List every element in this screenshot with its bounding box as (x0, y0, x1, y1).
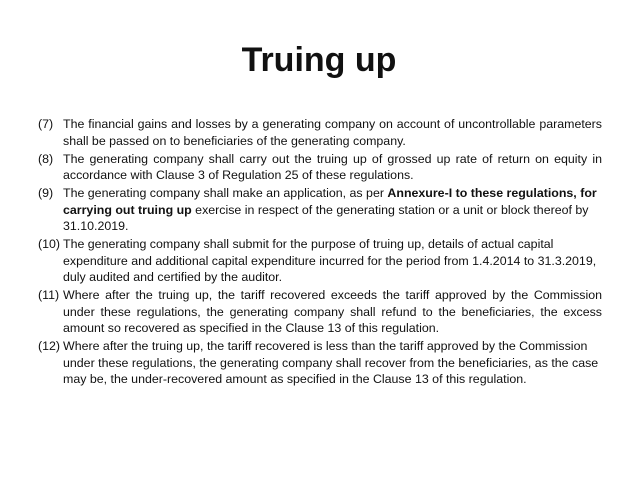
item-text: Where after the truing up, the tariff recovered is less than the tariff approved by the Commission under these regulations, the generating company shall recover from the beneficiaries, as the case may be, the under-recovered amount as specified in the Clause 13 of this regulation. (63, 339, 599, 386)
list-item-12 (38, 338, 602, 388)
annexure-emphasis: Annexure-I to these regulations, for carrying out truing up (63, 186, 597, 217)
slide-title: Truing up (241, 41, 397, 79)
item-number: (11) (38, 288, 60, 302)
list-item-11 (38, 287, 602, 337)
item-text-container (63, 185, 602, 235)
list-item-10 (38, 236, 602, 286)
item-number: (9) (38, 186, 54, 200)
list-item-8 (38, 151, 602, 184)
item-text: Where after the truing up, the tariff recovered exceeds the tariff approved by the Commission under these regulations, the generating company shall refund to the beneficiaries, the excess amount so recovered as specified in the Clause 13 of this regulation. (63, 288, 602, 335)
item-number: (7) (38, 117, 54, 131)
item-text: The generating company shall carry out the truing up of grossed up rate of return on equity in accordance with Clause 3 of Regulation 25 of these regulations. (63, 151, 602, 182)
item-number: (12) (38, 339, 61, 353)
item-number: (10) (38, 237, 61, 251)
item-number: (8) (38, 151, 54, 166)
list-item-9 (38, 185, 602, 235)
item-text-before-emphasis: The generating company shall make an application, as per (63, 186, 388, 200)
item-text: The generating company shall submit for the purpose of truing up, details of actual capital expenditure and additional capital expenditure incurred for the period from 1.4.2014 to 31.3.2019, duly audited and certified by the auditor. (63, 237, 597, 284)
regulation-list (38, 116, 602, 389)
item-text: The financial gains and losses by a generating company on account of uncontrollable parameters shall be passed on to beneficiaries of the generating company. (63, 117, 602, 148)
list-item-7 (38, 116, 602, 149)
item-text-after-emphasis: exercise in respect of the generating station or a unit or block thereof by 31.10.2019. (63, 202, 589, 233)
